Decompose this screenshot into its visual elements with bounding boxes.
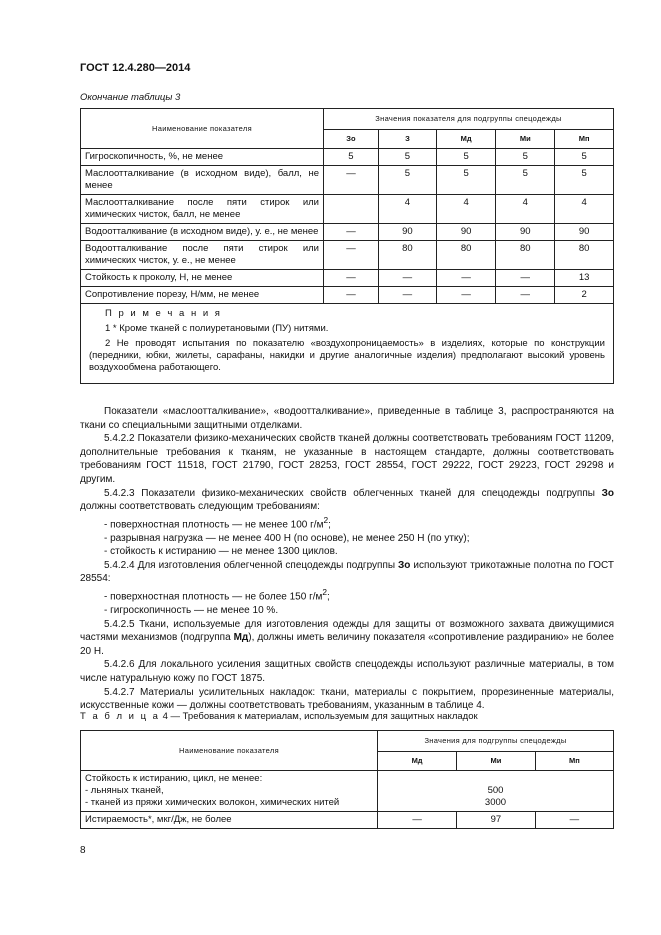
text-run: ;	[328, 519, 331, 531]
text-run: ), должны иметь величину показателя «сопротивление раздиранию» не более 20 Н.	[80, 632, 614, 657]
cell-value: 5	[324, 149, 379, 166]
cell-value: —	[436, 270, 495, 287]
text-run: ;	[327, 591, 330, 603]
row-name: Стойкость к проколу, Н, не менее	[81, 270, 324, 287]
text-run: должны соответствовать следующим требованиям:	[80, 501, 320, 513]
note-1: 1 * Кроме тканей с полиуретановыми (ПУ) нитями.	[105, 323, 329, 334]
cell-value: 80	[378, 241, 436, 270]
row-name: Сопротивление порезу, Н/мм, не менее	[81, 287, 324, 304]
cell-value: 5	[496, 166, 555, 195]
table-row	[81, 166, 614, 195]
cell-value: —	[378, 812, 457, 829]
list-item: - стойкость к истиранию — не менее 1300 циклов.	[104, 546, 338, 558]
cell-value: 5	[378, 166, 436, 195]
table3	[80, 108, 614, 384]
table4	[80, 730, 614, 829]
table4-subgroup: Мд	[378, 752, 457, 771]
cell-value: 90	[555, 224, 614, 241]
body-text	[80, 405, 614, 713]
paragraph: 5.4.2.6 Для локального усиления защитных свойств спецодежды используют различные материалы, в том числе натуральную кожу по ГОСТ 1875.	[80, 659, 614, 684]
cell-value: 4	[555, 195, 614, 224]
caption-text: 4 — Требования к материалам, используемым для защитных накладок	[159, 711, 478, 722]
cell-value: 5	[436, 166, 495, 195]
table-row	[81, 195, 614, 224]
cell-value: 4	[496, 195, 555, 224]
list-item	[80, 514, 614, 532]
table3-notes	[81, 304, 614, 384]
cell-value	[324, 195, 379, 224]
table3-subgroup: Мп	[555, 130, 614, 149]
row-name: Водоотталкивание (в исходном виде), у. е., не менее	[81, 224, 324, 241]
table4-values-header: Значения для подгруппы спецодежды	[378, 731, 614, 752]
value-line: 3000	[484, 797, 507, 808]
cell-value: 97	[457, 812, 536, 829]
text-run: - поверхностная плотность — не менее 100 г/м	[104, 519, 324, 531]
paragraph: Показатели «маслоотталкивание», «водоотталкивание», приведенные в таблице 3, распространяются на ткани со специальными защитными отделками.	[80, 406, 614, 431]
table-row	[81, 241, 614, 270]
cell-value: 4	[436, 195, 495, 224]
row-name-line: - льняных тканей,	[85, 785, 164, 796]
paragraph	[80, 487, 614, 514]
table3-caption: Окончание таблицы 3	[80, 92, 181, 103]
cell-value: —	[535, 812, 613, 829]
list-item: - гигроскопичность — не менее 10 %.	[104, 604, 279, 616]
cell-value: 13	[555, 270, 614, 287]
cell-value: 80	[496, 241, 555, 270]
cell-value: —	[324, 166, 379, 195]
table4-subgroup: Ми	[457, 752, 536, 771]
doc-title: ГОСТ 12.4.280—2014	[80, 62, 191, 74]
table3-subgroup: З	[378, 130, 436, 149]
table3-notes-row	[81, 304, 614, 384]
row-name: Водоотталкивание после пяти стирок или химических чисток, у. е., не менее	[81, 241, 324, 270]
paragraph	[80, 618, 614, 659]
list-item	[80, 586, 614, 604]
table3-subgroup: Ми	[496, 130, 555, 149]
table4-caption	[80, 711, 478, 722]
cell-value: 4	[378, 195, 436, 224]
paragraph: 5.4.2.7 Материалы усилительных накладок: ткани, материалы с покрытием, прорезиненные материалы, искусственные кожи — должны соответствовать требованиям, указанным в таблице 4.	[80, 686, 614, 712]
cell-value: 80	[436, 241, 495, 270]
row-name: Маслоотталкивание (в исходном виде), балл, не менее	[81, 166, 324, 195]
row-name: Гигроскопичность, %, не менее	[81, 149, 324, 166]
cell-value: 80	[555, 241, 614, 270]
text-run: используют трикотажные полотна по ГОСТ 28554:	[80, 559, 614, 585]
cell-value: 90	[436, 224, 495, 241]
cell-value: —	[324, 270, 379, 287]
table-row	[81, 287, 614, 304]
paragraph	[80, 559, 614, 586]
cell-value: —	[378, 287, 436, 304]
page-number: 8	[80, 845, 86, 856]
superscript: 2	[322, 587, 328, 598]
table4-subgroup: Мп	[535, 752, 613, 771]
text-run: 5.4.2.5 Ткани, используемые для изготовления одежды для защиты от возможного захвата движущимися частями механизмов (подгруппа	[80, 618, 614, 644]
cell-value: 2	[555, 287, 614, 304]
table3-name-header: Наименование показателя	[81, 109, 324, 149]
table-row	[81, 149, 614, 166]
caption-word: Т а б л и ц а	[80, 711, 160, 722]
cell-value: —	[378, 270, 436, 287]
cell-value: —	[496, 287, 555, 304]
list-item: - разрывная нагрузка — не менее 400 Н (по основе), не менее 250 Н (по утку);	[104, 532, 470, 544]
cell-value: —	[496, 270, 555, 287]
notes-title: П р и м е ч а н и я	[105, 308, 222, 319]
row-name-line: Стойкость к истиранию, цикл, не менее:	[85, 773, 263, 784]
row-name: Маслоотталкивание после пяти стирок или химических чисток, балл, не менее	[81, 195, 324, 224]
cell-value: 90	[496, 224, 555, 241]
text-run: - поверхностная плотность — не более 150 г/м	[104, 591, 323, 603]
table3-subgroup: Мд	[436, 130, 495, 149]
cell-value: 5	[555, 166, 614, 195]
table-row	[81, 224, 614, 241]
row-name-line: - тканей из пряжи химических волокон, химических нитей	[85, 797, 340, 808]
text-run: 5.4.2.4 Для изготовления облегченной спецодежды подгруппы	[104, 559, 399, 571]
cell-value	[378, 771, 614, 812]
table-row	[81, 812, 614, 829]
row-name: Истираемость*, мкг/Дж, не более	[81, 812, 378, 829]
cell-value: 5	[496, 149, 555, 166]
subgroup-code: Зо	[601, 487, 614, 499]
table3-values-header: Значения показателя для подгруппы спецодежды	[324, 109, 614, 130]
cell-value: 5	[436, 149, 495, 166]
cell-value: —	[324, 287, 379, 304]
table-row	[81, 771, 614, 812]
subgroup-code: Зо	[398, 559, 411, 571]
table-row	[81, 270, 614, 287]
subgroup-code: Мд	[233, 632, 249, 644]
paragraph: 5.4.2.2 Показатели физико-механических свойств тканей должны соответствовать требованиям ГОСТ 11209, дополнительные требования к тканям, не указанные в настоящем стандарте, должны соответствовать требованиям ГОСТ 11518, ГОСТ 21790, ГОСТ 28253, ГОСТ 28554, ГОСТ 29222, ГОСТ 29223, ГОСТ 29298 и другим.	[80, 433, 614, 485]
cell-value: 90	[378, 224, 436, 241]
cell-value: 5	[378, 149, 436, 166]
value-line: 500	[487, 785, 504, 796]
cell-value: —	[324, 224, 379, 241]
cell-value: 5	[555, 149, 614, 166]
cell-value: —	[324, 241, 379, 270]
table3-subgroup: Зо	[324, 130, 379, 149]
cell-value: —	[436, 287, 495, 304]
superscript: 2	[323, 514, 329, 525]
note-2: 2 Не проводят испытания по показателю «воздухопроницаемость» в изделиях, которые по конструкции (передники, юбки, жилеты, сарафаны, накидки и другие аналогичные изделия) предполагают высокий уровень воздухообмена работающего.	[89, 338, 605, 373]
row-name	[81, 771, 378, 812]
table4-name-header: Наименование показателя	[81, 731, 378, 771]
text-run: 5.4.2.3 Показатели физико-механических свойств облегченных тканей для спецодежды подгруппы	[104, 487, 602, 499]
